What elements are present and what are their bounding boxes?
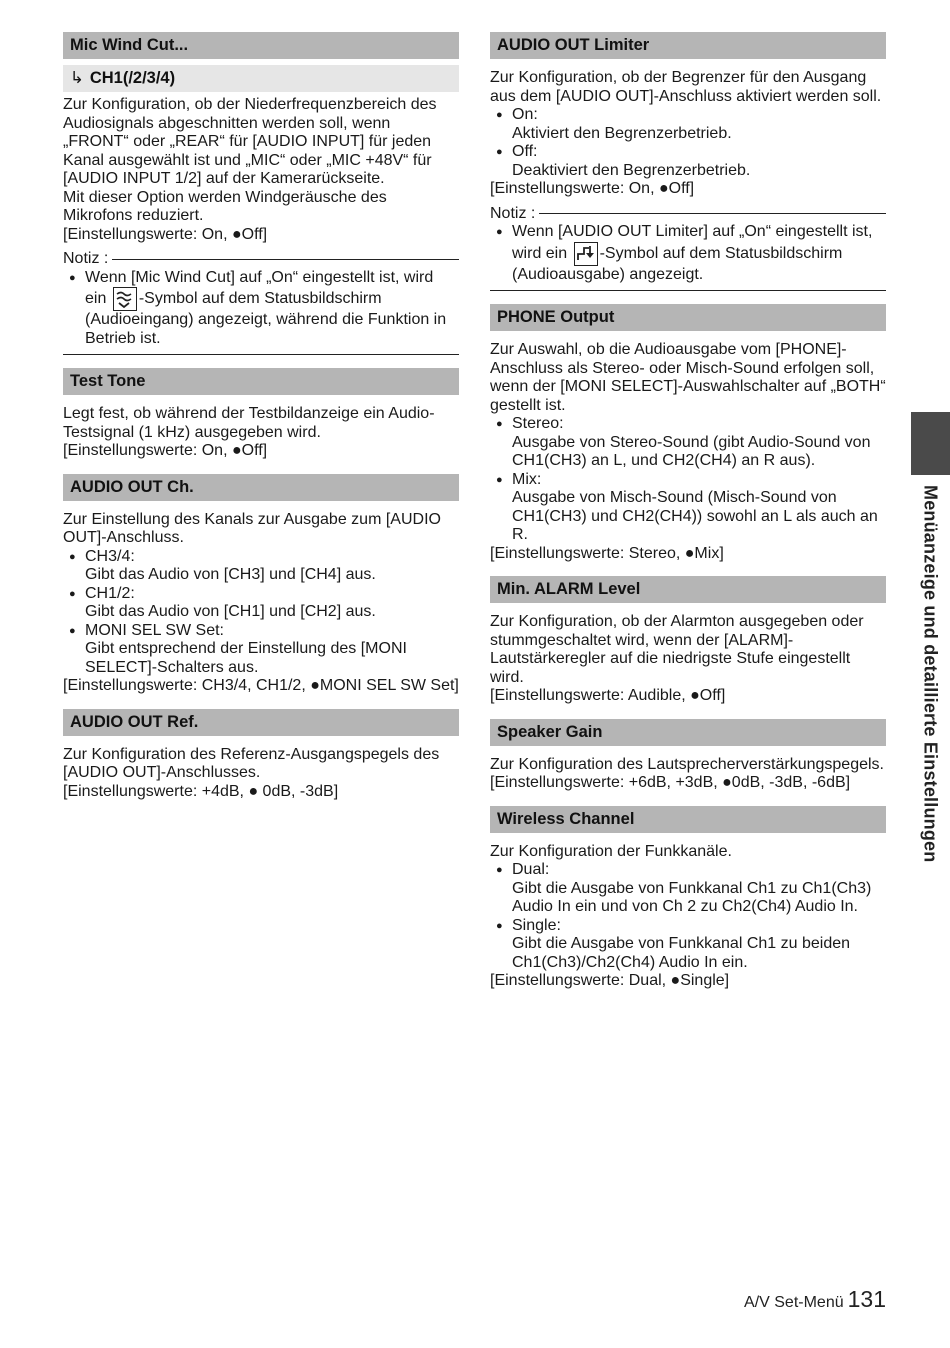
wireless-options bbox=[490, 861, 886, 972]
list-item bbox=[63, 622, 459, 678]
list-item bbox=[490, 471, 886, 545]
option-text: Gibt das Audio von [CH1] und [CH2] aus. bbox=[85, 603, 376, 620]
phone-output-options bbox=[490, 415, 886, 545]
phone-output-settings: [Einstellungswerte: Stereo, ●Mix] bbox=[490, 544, 724, 562]
mic-wind-notes bbox=[63, 269, 459, 349]
return-arrow-icon: ↳ bbox=[70, 69, 84, 87]
heading-mic-wind-cut: Mic Wind Cut... bbox=[63, 32, 459, 59]
note-text-a: Wenn [AUDIO OUT Limiter] auf „On“ eingestellt ist, wird ein bbox=[512, 223, 873, 262]
heading-wireless-channel: Wireless Channel bbox=[490, 806, 886, 833]
list-item bbox=[490, 223, 886, 284]
mic-wind-desc: Zur Konfiguration, ob der Niederfrequenzbereich des Audiosignals abgeschnitten werden soll, wenn „FRONT“ oder „REAR“ für [AUDIO INPUT] für jeden Kanal ausgewählt ist und „MIC“ oder „MIC +48V“ für [AUDIO INPUT 1/2] auf der Kamerarückseite. bbox=[63, 96, 437, 187]
footer-section: A/V Set-Menü bbox=[744, 1294, 844, 1311]
notiz-label: Notiz : bbox=[63, 250, 109, 267]
chapter-side-label: Menüanzeige und detaillierte Einstellungen bbox=[920, 485, 941, 863]
list-item bbox=[63, 269, 459, 349]
audio-out-ref-desc: Zur Konfiguration des Referenz-Ausgangspegels des [AUDIO OUT]-Anschlusses. bbox=[63, 745, 440, 781]
heading-audio-out-ch: AUDIO OUT Ch. bbox=[63, 474, 459, 501]
option-label: ● Single: bbox=[512, 916, 561, 934]
phone-output-desc: Zur Auswahl, ob die Audioausgabe vom [PHONE]-Anschluss als Stereo- oder Misch-Sound erfolgen soll, wenn der [MONI SELECT]-Auswahlschalter auf „BOTH“ gestellt ist. bbox=[490, 341, 886, 414]
heading-min-alarm-level: Min. ALARM Level bbox=[490, 576, 886, 603]
option-text: Ausgabe von Misch-Sound (Misch-Sound von CH1(CH3) und CH2(CH4)) sowohl an L als auch an R. bbox=[512, 489, 878, 543]
chapter-tab bbox=[911, 412, 950, 475]
wireless-desc: Zur Konfiguration der Funkkanäle. bbox=[490, 842, 732, 860]
note-text-b: -Symbol auf dem Statusbildschirm (Audioausgabe) angezeigt. bbox=[512, 244, 843, 283]
option-label: ● Stereo: bbox=[512, 415, 564, 432]
limiter-settings: [Einstellungswerte: On, ●Off] bbox=[490, 180, 695, 197]
list-item bbox=[490, 415, 886, 471]
page-number: 131 bbox=[847, 1286, 886, 1312]
limiter-notiz bbox=[490, 205, 886, 224]
list-item bbox=[490, 917, 886, 973]
min-alarm-desc: Zur Konfiguration, ob der Alarmton ausgegeben oder stummgeschaltet wird, wenn der [ALARM]-Lautstärkeregler auf die niedrigste Stufe eingestellt wird. bbox=[490, 613, 864, 686]
wind-cut-icon bbox=[113, 287, 137, 311]
subheading-ch1-label: CH1(/2/3/4) bbox=[89, 69, 176, 87]
test-tone-settings: [Einstellungswerte: On, ●Off] bbox=[63, 442, 268, 459]
speaker-gain-desc: Zur Konfiguration des Lautsprecherverstärkungspegels. bbox=[490, 755, 884, 773]
audio-out-ch-settings: [Einstellungswerte: CH3/4, CH1/2, ●MONI SEL SW Set] bbox=[63, 677, 459, 694]
option-label: ● CH1/2: bbox=[85, 584, 135, 602]
wireless-settings: [Einstellungswerte: Dual, ●Single] bbox=[490, 972, 730, 989]
right-column bbox=[490, 32, 886, 991]
subheading-ch1 bbox=[63, 65, 459, 92]
list-item bbox=[490, 861, 886, 917]
left-column bbox=[63, 32, 459, 801]
mic-wind-notiz bbox=[63, 250, 459, 269]
option-label: ● On: bbox=[512, 106, 538, 123]
list-item bbox=[63, 585, 459, 622]
audio-out-ref-settings: [Einstellungswerte: +4dB, ● 0dB, -3dB] bbox=[63, 782, 339, 800]
option-label: ● Mix: bbox=[512, 470, 542, 488]
mic-wind-desc2: Mit dieser Option werden Windgeräusche des Mikrofons reduziert. bbox=[63, 188, 387, 224]
option-text: Deaktiviert den Begrenzerbetrieb. bbox=[512, 161, 751, 179]
limiter-options bbox=[490, 106, 886, 180]
limiter-notes bbox=[490, 223, 886, 284]
option-label: ● CH3/4: bbox=[85, 547, 135, 565]
option-text: Gibt die Ausgabe von Funkkanal Ch1 zu beiden Ch1(Ch3)/Ch2(Ch4) Audio In ein. bbox=[512, 935, 851, 971]
speaker-gain-settings: [Einstellungswerte: +6dB, +3dB, ●0dB, -3dB, -6dB] bbox=[490, 774, 851, 791]
notiz-rule bbox=[112, 259, 459, 260]
option-text: Aktiviert den Begrenzerbetrieb. bbox=[512, 124, 732, 142]
heading-test-tone: Test Tone bbox=[63, 368, 459, 395]
limiter-desc: Zur Konfiguration, ob der Begrenzer für den Ausgang aus dem [AUDIO OUT]-Anschluss aktiviert werden soll. bbox=[490, 69, 882, 105]
list-item bbox=[490, 143, 886, 180]
heading-audio-out-limiter: AUDIO OUT Limiter bbox=[490, 32, 886, 59]
notiz-rule bbox=[539, 213, 886, 214]
audio-out-ch-options bbox=[63, 548, 459, 678]
mic-wind-settings: [Einstellungswerte: On, ●Off] bbox=[63, 225, 268, 243]
notiz-label: Notiz : bbox=[490, 204, 536, 222]
option-label: ● Off: bbox=[512, 143, 538, 160]
option-text: Gibt die Ausgabe von Funkkanal Ch1 zu Ch1(Ch3) Audio In ein und von Ch 2 zu Ch2(Ch4) Audio In. bbox=[512, 879, 872, 915]
test-tone-desc: Legt fest, ob während der Testbildanzeige ein Audio-Testsignal (1 kHz) ausgegeben wird. bbox=[63, 405, 435, 441]
page-footer bbox=[744, 1286, 886, 1313]
limiter-icon bbox=[574, 242, 598, 266]
heading-phone-output: PHONE Output bbox=[490, 304, 886, 331]
min-alarm-settings: [Einstellungswerte: Audible, ●Off] bbox=[490, 687, 726, 704]
option-text: Gibt entsprechend der Einstellung des [MONI SELECT]-Schalters aus. bbox=[85, 640, 407, 676]
option-label: ● MONI SEL SW Set: bbox=[85, 621, 224, 639]
option-text: Gibt das Audio von [CH3] und [CH4] aus. bbox=[85, 566, 376, 583]
heading-audio-out-ref: AUDIO OUT Ref. bbox=[63, 709, 459, 736]
list-item bbox=[63, 548, 459, 585]
option-text: Ausgabe von Stereo-Sound (gibt Audio-Sound von CH1(CH3) an L, und CH2(CH4) an R aus). bbox=[512, 433, 871, 469]
note-text-b: -Symbol auf dem Statusbildschirm (Audioeingang) angezeigt, während die Funktion in Betrieb ist. bbox=[85, 290, 447, 347]
list-item bbox=[490, 106, 886, 143]
option-label: ● Dual: bbox=[512, 861, 550, 878]
audio-out-ch-desc: Zur Einstellung des Kanals zur Ausgabe zum [AUDIO OUT]-Anschluss. bbox=[63, 510, 441, 546]
heading-speaker-gain: Speaker Gain bbox=[490, 719, 886, 746]
note-text-a: Wenn [Mic Wind Cut] auf „On“ eingestellt ist, wird ein bbox=[85, 268, 434, 307]
